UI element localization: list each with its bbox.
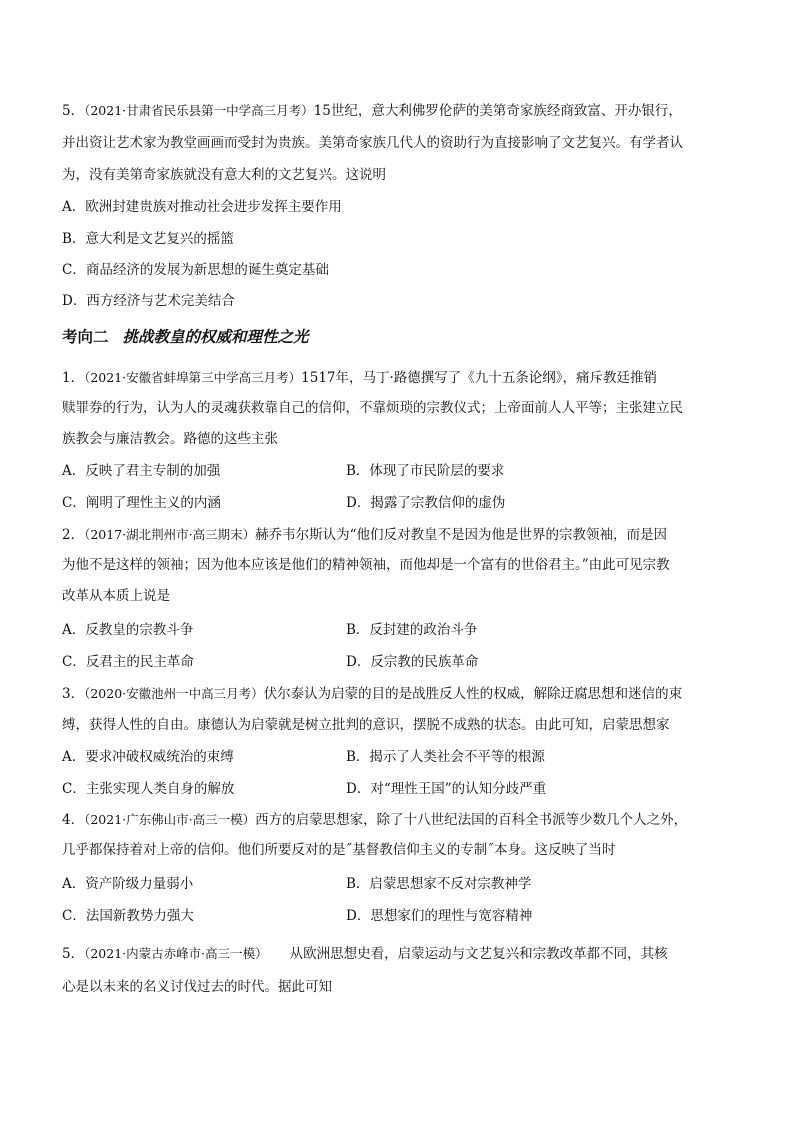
option-d: D．思想家们的理性与宽容精神 [346, 908, 533, 924]
option-a: A．欧洲封建贵族对推动社会进步发挥主要作用 [62, 199, 342, 215]
question-2-line-1 [62, 519, 742, 551]
question-text: 赫乔韦尔斯认为“他们反对教皇不是因为他是世界的宗教领袖，而是因 [255, 527, 668, 543]
question-number: 5． [62, 103, 85, 119]
option-c: C．反君主的民主革命 [62, 654, 194, 670]
option-a: A．要求冲破权威统治的束缚 [62, 749, 234, 765]
question-source: （2017·湖北荆州市·高三期末） [84, 527, 256, 542]
question-text: 赎罪券的行为，认为人的灵魂获救靠自己的信仰，不靠烦琐的宗教仪式；上帝面前人人平等；主张建立民 [62, 400, 683, 416]
question-number: 1． [62, 370, 85, 386]
option-d: D．揭露了宗教信仰的虚伪 [346, 495, 506, 511]
question-text: 从欧洲思想史看，启蒙运动与文艺复兴和宗教改革都不同，其核 [289, 946, 668, 962]
option-b: B．意大利是文艺复兴的摇篮 [62, 231, 234, 247]
question-number: 5． [62, 946, 85, 962]
option-b: B．反封建的政治斗争 [346, 622, 478, 638]
option-b: B．揭示了人类社会不平等的根源 [346, 749, 545, 765]
question-text: 1517年，马丁·路德撰写了《九十五条论纲》，痛斥教廷推销 [301, 370, 658, 386]
option-c: C．阐明了理性主义的内涵 [62, 495, 221, 511]
option-b: B．体现了市民阶层的要求 [346, 463, 505, 479]
question-number: 4． [62, 812, 85, 828]
option-a: A．反映了君主专制的加强 [62, 463, 221, 479]
question-3-line-1 [62, 678, 742, 710]
question-text: 为他不是这样的领袖；因为他本应该是他们的精神领袖，而他却是一个富有的世俗君主。”由此可见宗教 [62, 557, 670, 573]
question-text: 15世纪，意大利佛罗伦萨的美第奇家族经商致富、开办银行， [313, 103, 682, 119]
option-c: C．法国新教势力强大 [62, 908, 194, 924]
question-5a-line-1 [62, 95, 742, 127]
question-text: 并出资让艺术家为教堂画画而受封为贵族。美第奇家族几代人的资助行为直接影响了文艺复兴。有学者认 [62, 135, 683, 151]
section-heading [62, 322, 309, 352]
section-label: 考向二 [62, 327, 109, 346]
question-text: 心是以未来的名义讨伐过去的时代。据此可知 [62, 979, 332, 995]
question-source: （2020·安徽池州一中高三月考） [84, 686, 264, 701]
question-text: 改革从本质上说是 [62, 588, 170, 604]
option-d: D．反宗教的民族革命 [346, 654, 479, 670]
question-number: 3． [62, 686, 85, 702]
option-c: C．商品经济的发展为新思想的诞生奠定基础 [62, 262, 329, 278]
question-5b-line-1 [62, 938, 742, 970]
question-text: 缚，获得人性的自由。康德认为启蒙就是树立批判的意识，摆脱不成熟的状态。由此可知，启蒙思想家 [62, 717, 670, 733]
question-4-line-1 [62, 804, 742, 836]
option-d: D．西方经济与艺术完美结合 [62, 293, 235, 309]
option-b: B．启蒙思想家不反对宗教神学 [346, 876, 532, 892]
question-source: （2021·安徽省蚌埠第三中学高三月考） [84, 370, 302, 385]
question-text: 几乎都保持着对上帝的信仰。他们所要反对的是˝基督教信仰主义的专制˝本身。这反映了当时 [62, 842, 616, 858]
question-source: （2021·甘肃省民乐县第一中学高三月考） [84, 103, 314, 118]
question-source: （2021·广东佛山市·高三一模） [84, 812, 256, 827]
question-1-line-1 [62, 362, 742, 394]
option-a: A．资产阶级力量弱小 [62, 876, 194, 892]
question-text: 为，没有美第奇家族就没有意大利的文艺复兴。这说明 [62, 167, 386, 183]
option-c: C．主张实现人类自身的解放 [62, 781, 235, 797]
question-text: 西方的启蒙思想家，除了十八世纪法国的百科全书派等少数几个人之外， [255, 812, 688, 828]
question-source: （2021·内蒙古赤峰市·高三一模） [84, 946, 268, 961]
section-title: 挑战教皇的权威和理性之光 [122, 327, 309, 346]
question-text: 族教会与廉洁教会。路德的这些主张 [62, 431, 278, 447]
question-text: 伏尔泰认为启蒙的目的是战胜反人性的权威，解除迂腐思想和迷信的束 [263, 686, 683, 702]
option-a: A．反教皇的宗教斗争 [62, 622, 194, 638]
question-number: 2． [62, 527, 85, 543]
option-d: D．对“理性王国”的认知分歧严重 [346, 781, 547, 797]
